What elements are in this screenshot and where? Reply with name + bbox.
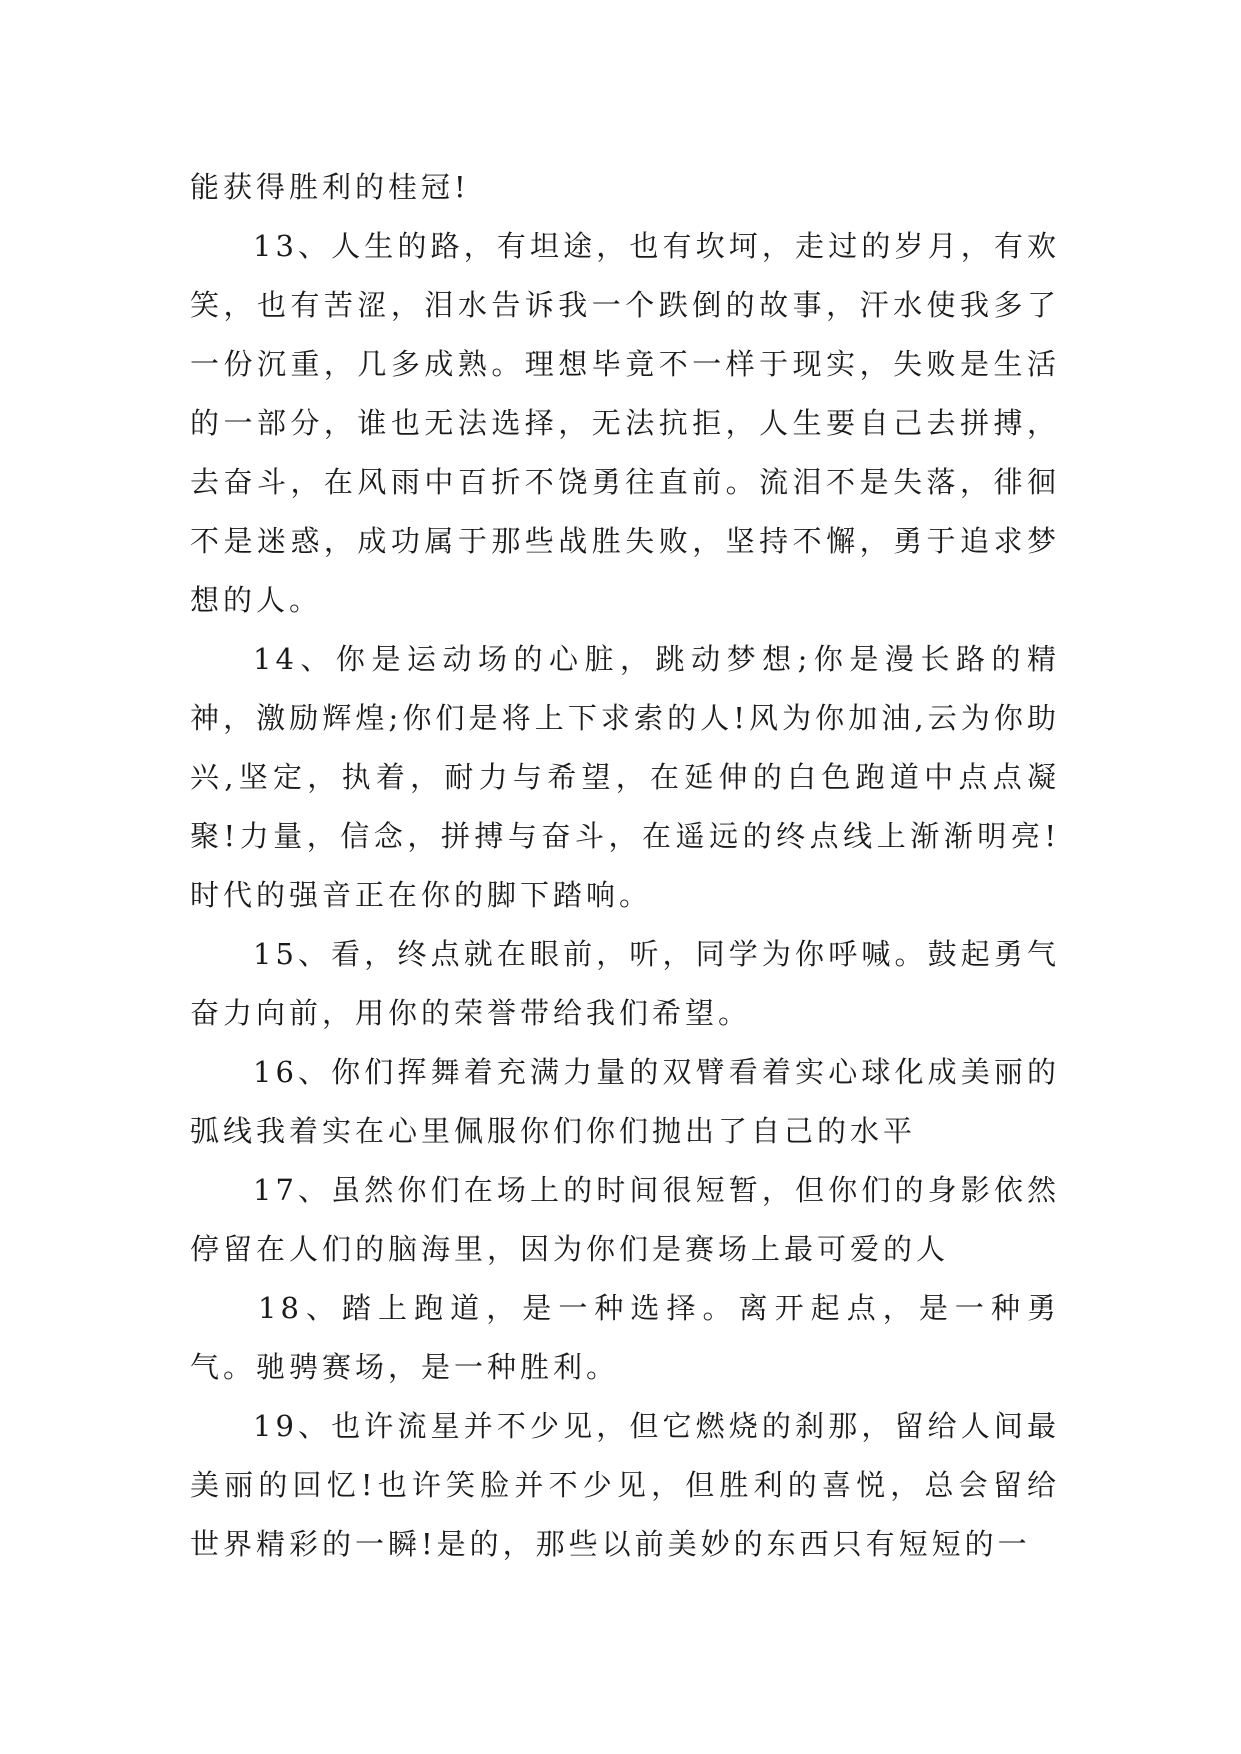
paragraph-17: 17、虽然你们在场上的时间很短暂，但你们的身影依然停留在人们的脑海里，因为你们是赛场上最可爱的人 <box>190 1173 1060 1266</box>
paragraph-16: 16、你们挥舞着充满力量的双臂看着实心球化成美丽的弧线我着实在心里佩服你们你们抛出了自己的水平 <box>190 1055 1060 1148</box>
paragraph-14: 14、你是运动场的心脏，跳动梦想;你是漫长路的精神，激励辉煌;你们是将上下求索的人!风为你加油,云为你助兴,坚定，执着，耐力与希望，在延伸的白色跑道中点点凝聚!力量，信念，拼搏与奋斗，在遥远的终点线上渐渐明亮!时代的强音正在你的脚下踏响。 <box>190 642 1060 912</box>
document-body <box>190 158 1060 1574</box>
paragraph-15: 15、看，终点就在眼前，听，同学为你呼喊。鼓起勇气奋力向前，用你的荣誉带给我们希望。 <box>190 937 1060 1030</box>
paragraph-13: 13、人生的路，有坦途，也有坎坷，走过的岁月，有欢笑，也有苦涩，泪水告诉我一个跌倒的故事，汗水使我多了一份沉重，几多成熟。理想毕竟不一样于现实，失败是生活的一部分，谁也无法选择，无法抗拒，人生要自己去拼搏，去奋斗，在风雨中百折不饶勇往直前。流泪不是失落，徘徊不是迷惑，成功属于那些战胜失败，坚持不懈，勇于追求梦想的人。 <box>190 229 1060 617</box>
paragraph-continued: 能获得胜利的桂冠! <box>190 170 470 204</box>
paragraph-18: 18、踏上跑道，是一种选择。离开起点，是一种勇气。驰骋赛场，是一种胜利。 <box>190 1291 1060 1384</box>
paragraph-19: 19、也许流星并不少见，但它燃烧的刹那，留给人间最美丽的回忆!也许笑脸并不少见，但胜利的喜悦，总会留给世界精彩的一瞬!是的，那些以前美妙的东西只有短短的一 <box>190 1409 1060 1561</box>
